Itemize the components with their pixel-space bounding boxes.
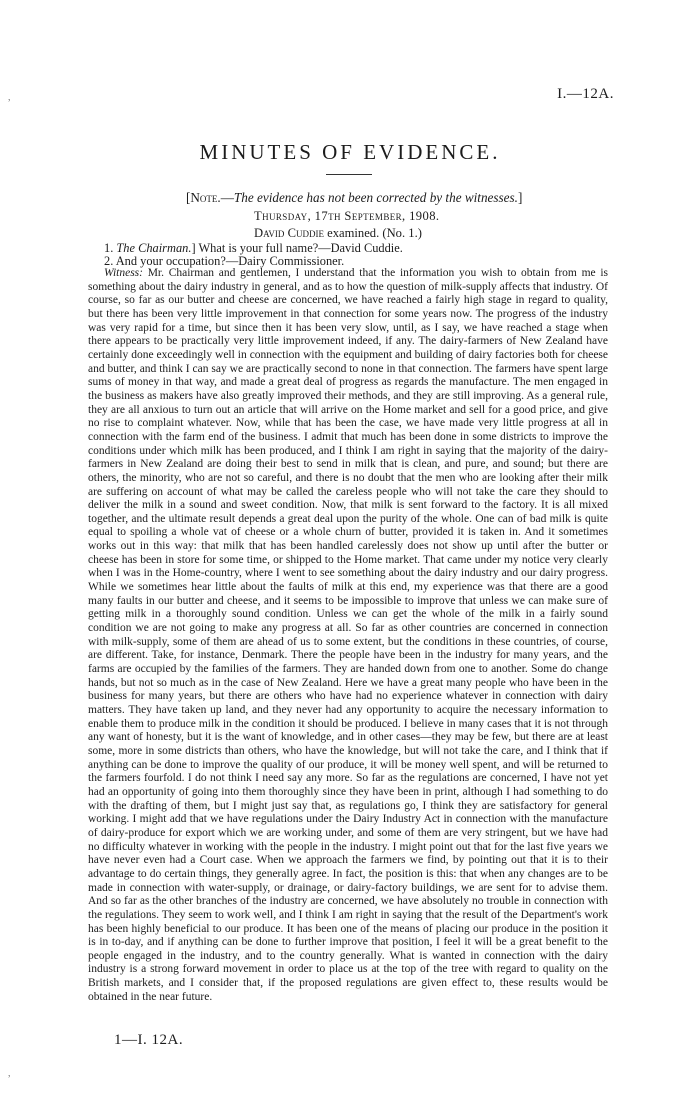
title-rule bbox=[326, 174, 372, 175]
margin-mark: , bbox=[8, 92, 11, 103]
note-suffix: ] bbox=[517, 190, 523, 205]
answer-text: Mr. Chairman and gentlemen, I understand that the information you wish to obtain from me is something about the dairy industry in general, and as to how the question of milk-supply affects that industry. Of course, so far as our butter and cheese are concerned, we have reached a fairly high stage in regard to quality, but there has been very little improvement in that connection for some years now. The progress of the industry was very rapid for a time, but since then it has been very slow, until, as I say, we have reached a stage when there appears to be practically very little improvement indeed, if any. The dairy-farmers of New Zealand have certainly done exceedingly well in connection with the equipment and building of dairy factories both for cheese and butter, and think I can say we are practically second to none in that connection. The farmers have spent large sums of money in that way, and made a great deal of progress as regards the manufacture. The men engaged in the business as makers have also greatly improved their methods, and they are still improving. As a general rule, they are all anxious to turn out an article that will arrive on the Home market and sell for a good price, and give no rise to complaint whatever. Now, while that has been the case, we have made very little progress at all in connection with the farm end of the business. I admit that much has been done in some districts to improve the conditions under which milk has been produced, and I think I am right in saying that the majority of the dairy-farmers in New Zealand are doing their best to send in milk that is clean, and pure, and sound; but there are others, the minority, who are not so careful, and there is no doubt that the men who are looking after their milk are suffering on account of what may be called the careless people who will not take the care they should to deliver the milk in a sound and sweet condition. Now, that milk is sent forward to the factory. It is all mixed together, and the ultimate result depends a great deal upon the purity of the whole. One can of bad milk is quite equal to spoiling a whole vat of cheese or a whole churn of butter, provided it is taken in. And it sometimes works out in this way: that milk that has been handled carelessly does not show up until after the butter or cheese has been in store for some time, or shipped to the Home market. That came under my notice very clearly when I was in the Home-country, where I went to see something about the dairy industry and our dairy progress. While we sometimes hear little about the faults of milk at this end, my experience was that there are a good many faults in our butter and cheese, and it seems to be impossible to improve that unless we can make sure of getting milk in a thoroughly sound condition. Unless we can get the whole of the milk in a fairly sound condition we are not going to make any progress at all. So far as other countries are concerned in connection with milk-supply, some of them are ahead of us to some extent, but the conditions in these countries, of course, are different. Take, for instance, Denmark. There the people have been in the industry for many years, and the farms are occupied by the families of the farmers. They are handed down from one to another. Some do change hands, but not so much as in the case of New Zealand. Here we have a great many people who have been in the business for many years, but there are others who have had no experience whatever in connection with dairy matters. They have taken up land, and they never had any opportunity to acquire the necessary information to enable them to produce milk in the condition it should be produced. I believe in many cases that it is not through any want of honesty, but it is the want of knowledge, and in other cases—they may be few, but there are at least some, more in some districts than others, who have the knowledge, but will not take the care, and I think that if anything can be done to improve the quality of our produce, it will be money well spent, and will be returned to the farmers fourfold. I do not think I need say any more. So far as the regulations are concerned, I have not yet had an opportunity of going into them thoroughly since they have been in print, although I had something to do with the drafting of them, but I might just say that, as regulations go, I think they are satisfactory for general working. I might add that we have regulations under the Dairy Industry Act in connection with the manufacture of dairy-produce for export which we are working under, and some of them are very stringent, but we have had no difficulty whatever in working with the people in the industry. I might point out that for the last five years we have never even had a Court case. When we approach the farmers we find, by pointing out that it is to their advantage to do certain things, they generally agree. In fact, the position is this: that when any changes are to be made in connection with water-supply, or drainage, or dairy-factory buildings, we are sent for to advise them. And so far as the other branches of the industry are concerned, we have absolutely no trouble in connection with the regulations. They seem to work well, and I think I am right in saying that the result of the Department's work has been highly beneficial to our produce. It has been one of the means of placing our produce in the position it is in to-day, and if anything can be done to further improve that position, I feel it will be a great benefit to the people engaged in the industry, and to the country generally. What is wanted in connection with the dairy industry is a strong forward movement in order to place us at the top of the tree with regard to quality on the British markets, and I consider that, if the proposed regulations are given effect to, these results would be obtained in the near future. bbox=[88, 267, 608, 1003]
note-text: The evidence has not been corrected by the witnesses. bbox=[233, 190, 518, 205]
question-number: 1. bbox=[104, 241, 114, 255]
question-speaker: The Chairman. bbox=[116, 241, 192, 255]
witness-status: examined. (No. 1.) bbox=[323, 226, 422, 240]
footer-signature: 1—I. 12A. bbox=[114, 1032, 184, 1048]
question-number: 2. bbox=[104, 254, 114, 268]
margin-mark: , bbox=[8, 1068, 11, 1079]
witness-name: David Cuddie bbox=[254, 226, 324, 240]
question-text: And your occupation?—Dairy Commissioner. bbox=[115, 254, 345, 268]
page-reference: I.—12A. bbox=[557, 86, 614, 102]
question-text: ] What is your full name?—David Cuddie. bbox=[191, 241, 403, 255]
witness-answer bbox=[88, 267, 608, 1004]
witness-heading bbox=[254, 226, 422, 241]
hearing-date: Thursday, 17th September, 1908. bbox=[254, 209, 440, 223]
page-title: MINUTES OF EVIDENCE. bbox=[199, 140, 501, 164]
answer-label: Witness: bbox=[104, 267, 143, 279]
note-prefix: [Note.— bbox=[186, 190, 234, 205]
editorial-note bbox=[186, 190, 522, 206]
